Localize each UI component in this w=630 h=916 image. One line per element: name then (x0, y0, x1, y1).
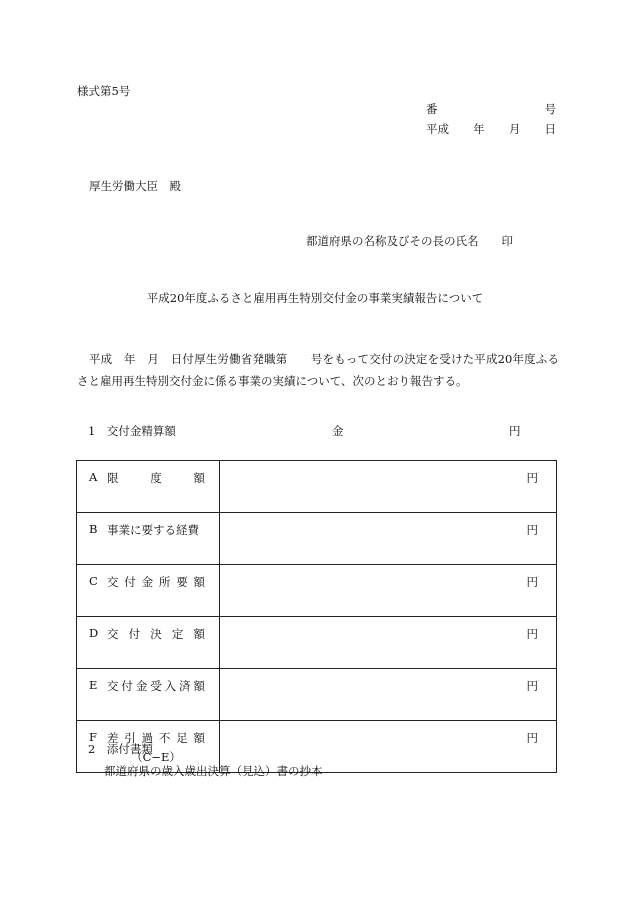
row-letter: C (89, 574, 98, 588)
section2-content: 都道府県の歳入歳出決算（見込）書の抄本 (104, 764, 323, 778)
row-yen: 円 (526, 679, 538, 693)
row-amount-cell[interactable] (220, 513, 557, 565)
row-label-char: 済 (179, 679, 191, 693)
row-label-char: 限 (107, 471, 119, 485)
row-label-cell (77, 669, 220, 721)
date-char: 月 (508, 122, 521, 136)
row-label-char: 額 (193, 731, 205, 745)
table-row (77, 565, 557, 617)
row-label-cell (77, 565, 220, 617)
number-char: 番 (426, 102, 438, 116)
table-row (77, 617, 557, 669)
row-label-char: 額 (193, 627, 205, 641)
row-label (107, 574, 205, 590)
row-letter: D (89, 626, 99, 640)
row-label-char: 交 (107, 627, 119, 641)
date-line (426, 124, 556, 136)
document-number-line (426, 104, 556, 116)
row-label-cell (77, 461, 220, 513)
row-label (107, 626, 205, 642)
sender-line: 都道府県の名称及びその長の氏名 印 (306, 234, 513, 248)
row-label-char: 交 (107, 575, 119, 589)
row-yen: 円 (526, 523, 538, 537)
section2-label: 2 添付書類 (88, 742, 153, 756)
addressee: 厚生労働大臣 殿 (89, 179, 181, 193)
row-yen: 円 (526, 575, 538, 589)
row-yen: 円 (526, 471, 538, 485)
row-amount-cell[interactable] (220, 461, 557, 513)
table-row (77, 669, 557, 721)
table-row (77, 513, 557, 565)
row-label-cell (77, 513, 220, 565)
row-label-char: 交 (107, 679, 119, 693)
row-label-char: 入 (164, 679, 177, 693)
row-label-char: 所 (158, 575, 171, 589)
row-label-char: 定 (171, 627, 184, 641)
date-char: 日 (544, 122, 556, 136)
row-label-cell (77, 617, 220, 669)
row-yen: 円 (526, 731, 538, 745)
row-label-char: 額 (193, 471, 205, 485)
row-label-char: 付 (124, 575, 136, 589)
row-label-char: 差 (107, 731, 119, 745)
row-amount-cell[interactable] (220, 669, 557, 721)
row-letter: E (89, 678, 98, 692)
row-label-char: 額 (193, 679, 205, 693)
section1-yen: 円 (509, 424, 521, 438)
row-letter: F (89, 730, 97, 744)
date-char: 平成 (426, 122, 449, 136)
row-label-char: 付 (128, 627, 141, 641)
settlement-table (76, 460, 557, 773)
row-label-char: 足 (176, 731, 188, 745)
row-amount-cell[interactable] (220, 565, 557, 617)
row-label-char: 付 (121, 679, 133, 693)
row-label-char: 受 (150, 679, 162, 693)
section1-label: 1 交付金精算額 (88, 424, 176, 438)
document-title: 平成20年度ふるさと雇用再生特別交付金の事業実績報告について (146, 291, 484, 305)
row-label-char: 過 (141, 731, 154, 745)
row-label-char: 金 (141, 575, 154, 589)
row-amount-cell[interactable] (220, 617, 557, 669)
number-char: 号 (544, 102, 556, 116)
row-label-char: 額 (193, 575, 205, 589)
row-label-char: 不 (158, 731, 171, 745)
row-letter: A (89, 470, 98, 484)
row-label (107, 470, 205, 486)
date-char: 年 (473, 122, 485, 136)
form-number: 様式第5号 (77, 84, 131, 98)
row-label (107, 678, 205, 694)
row-yen: 円 (526, 627, 538, 641)
body-paragraph: 平成 年 月 日付厚生労働省発職第 号をもって交付の決定を受けた平成20年度ふるさと雇用再生特別交付金に係る事業の実績について、次のとおり報告する。 (77, 352, 559, 388)
row-label-char: 金 (135, 679, 148, 693)
row-letter: B (89, 522, 98, 536)
row-label-char: 事業に要する経費 (107, 523, 199, 537)
row-label-char: 引 (124, 731, 136, 745)
row-sublabel: （C−E） (131, 750, 181, 764)
row-label-char: 要 (176, 575, 188, 589)
section1-kin: 金 (332, 424, 344, 438)
row-label (107, 522, 205, 538)
row-label-char: 決 (150, 627, 162, 641)
table-row (77, 461, 557, 513)
row-label-char: 度 (150, 471, 162, 485)
